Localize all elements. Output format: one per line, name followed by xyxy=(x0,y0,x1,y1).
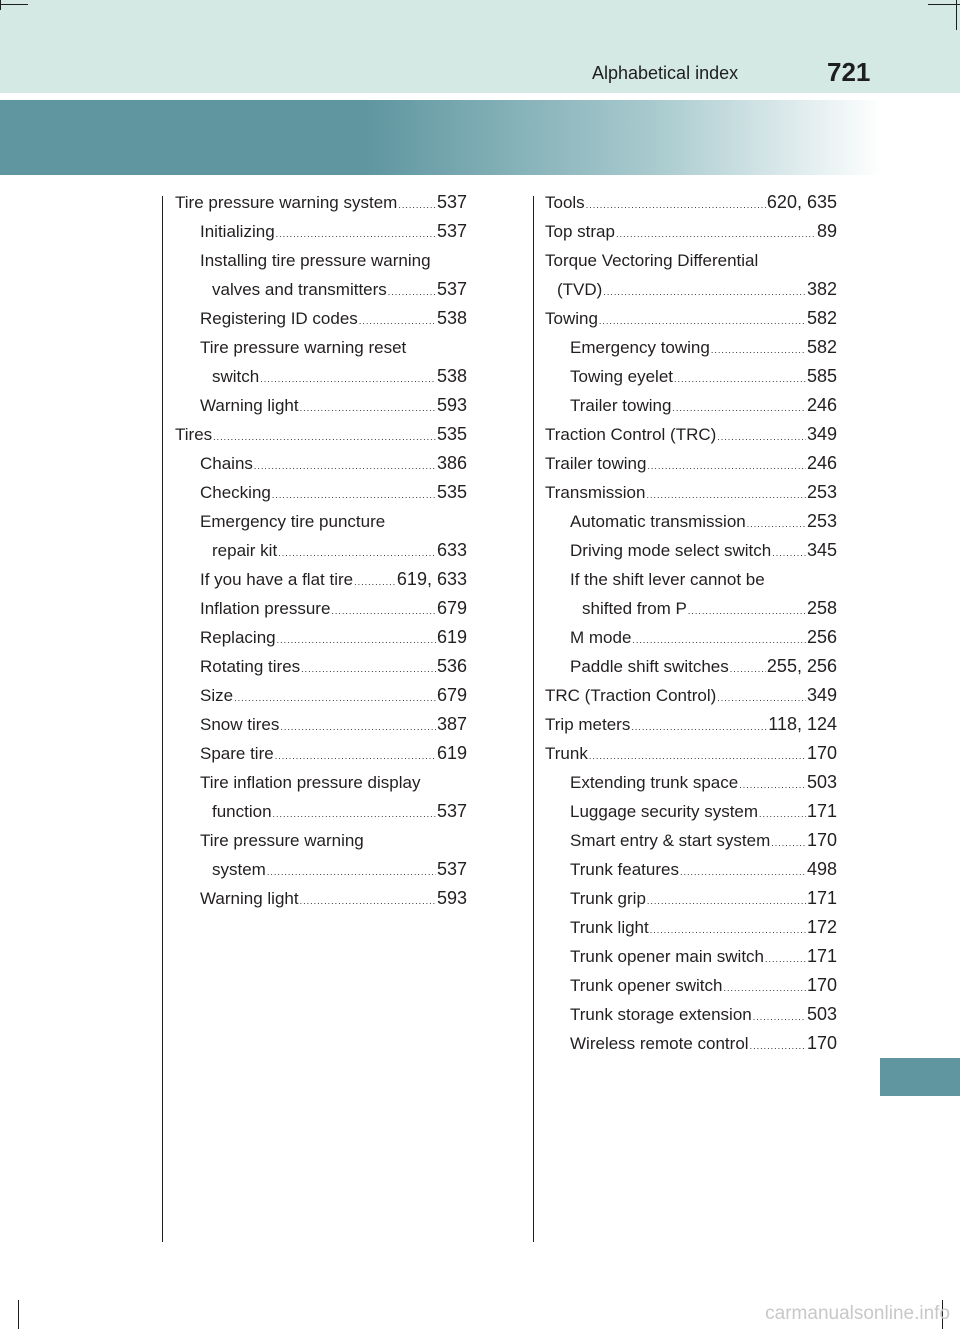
index-entry xyxy=(175,478,467,507)
index-entry-page: 89 xyxy=(816,221,837,241)
index-entry-label: Rotating tires xyxy=(200,657,301,676)
leader-dots xyxy=(730,655,766,684)
index-entry xyxy=(175,797,467,826)
leader-dots xyxy=(589,742,806,771)
leader-dots xyxy=(260,365,436,394)
watermark: carmanualsonline.info xyxy=(765,1303,950,1324)
leader-dots xyxy=(650,916,806,945)
leader-dots xyxy=(388,278,436,307)
leader-dots xyxy=(646,481,806,510)
leader-dots xyxy=(739,771,806,800)
index-entry-label: Registering ID codes xyxy=(200,309,358,328)
index-entry-label: Luggage security system xyxy=(570,802,759,821)
index-entry-label: Traction Control (TRC) xyxy=(545,425,717,444)
leader-dots xyxy=(771,829,806,858)
leader-dots xyxy=(759,800,806,829)
index-entry-label: Towing xyxy=(545,309,598,328)
index-entry xyxy=(175,536,467,565)
index-entry-page: 171 xyxy=(806,946,837,966)
leader-dots xyxy=(717,684,806,713)
index-entry-label: Inflation pressure xyxy=(200,599,331,618)
page-title: Alphabetical index xyxy=(592,63,739,83)
crop-mark-top-left-h xyxy=(0,4,28,5)
index-entry-label: If you have a flat tire xyxy=(200,570,354,589)
index-entry xyxy=(545,623,837,652)
index-entry-label: Trailer towing xyxy=(545,454,647,473)
index-entry-label: Emergency tire puncture xyxy=(200,512,386,531)
index-entry xyxy=(545,594,837,623)
section-tab xyxy=(880,1058,960,1096)
index-entry-page: 679 xyxy=(436,598,467,618)
index-entry-page: 349 xyxy=(806,685,837,705)
index-entry-label: Installing tire pressure warning xyxy=(200,251,431,270)
leader-dots xyxy=(273,800,436,829)
index-entry-page: 170 xyxy=(806,830,837,850)
leader-dots xyxy=(672,394,806,423)
leader-dots xyxy=(398,191,436,220)
index-entry-page: 535 xyxy=(436,482,467,502)
index-entry xyxy=(545,884,837,913)
index-entry xyxy=(175,565,467,594)
index-entry-label: valves and transmitters xyxy=(212,280,387,299)
index-entry-label: system xyxy=(212,860,266,879)
index-entry xyxy=(175,507,467,536)
index-entry xyxy=(545,217,837,246)
index-entry-page: 246 xyxy=(806,395,837,415)
index-entry xyxy=(175,884,467,913)
leader-dots xyxy=(234,684,436,713)
index-entry-label: shifted from P xyxy=(582,599,687,618)
index-entry xyxy=(545,420,837,449)
index-entry-label: Towing eyelet xyxy=(570,367,674,386)
index-entry-label: Chains xyxy=(200,454,253,473)
index-entry-page: 171 xyxy=(806,888,837,908)
index-entry-page: 253 xyxy=(806,511,837,531)
leader-dots xyxy=(753,1003,806,1032)
index-entry-label: Trunk light xyxy=(570,918,649,937)
index-entry-label: Automatic transmission xyxy=(570,512,746,531)
index-entry-page: 172 xyxy=(806,917,837,937)
index-entry-label: repair kit xyxy=(212,541,278,560)
leader-dots xyxy=(599,307,806,336)
index-entry-page: 582 xyxy=(806,308,837,328)
index-entry-page: 535 xyxy=(436,424,467,444)
leader-dots xyxy=(354,568,396,597)
leader-dots xyxy=(647,452,806,481)
index-entry xyxy=(545,942,837,971)
index-entry-label: Top strap xyxy=(545,222,615,241)
index-entry xyxy=(545,681,837,710)
index-entry-page: 382 xyxy=(806,279,837,299)
index-entry-page: 593 xyxy=(436,395,467,415)
index-entry xyxy=(175,652,467,681)
leader-dots xyxy=(603,278,806,307)
index-entry-label: Smart entry & start system xyxy=(570,831,771,850)
index-entry-label: Trip meters xyxy=(545,715,631,734)
index-entry-page: 246 xyxy=(806,453,837,473)
index-entry xyxy=(545,507,837,536)
index-entry-label: Trunk grip xyxy=(570,889,646,908)
leader-dots xyxy=(254,452,436,481)
leader-dots xyxy=(586,191,766,220)
index-entry-label: Transmission xyxy=(545,483,646,502)
index-entry xyxy=(175,420,467,449)
index-entry-label: Emergency towing xyxy=(570,338,710,357)
index-column-left xyxy=(175,188,467,913)
leader-dots xyxy=(301,655,436,684)
leader-dots xyxy=(300,887,436,916)
index-entry xyxy=(175,768,467,797)
index-entry xyxy=(175,826,467,855)
index-entry xyxy=(545,1000,837,1029)
index-entry xyxy=(545,768,837,797)
index-entry-page: 498 xyxy=(806,859,837,879)
index-entry xyxy=(175,681,467,710)
index-entry-page: 537 xyxy=(436,801,467,821)
leader-dots xyxy=(747,510,806,539)
leader-dots xyxy=(300,394,436,423)
index-entry-page: 349 xyxy=(806,424,837,444)
index-entry-label: switch xyxy=(212,367,260,386)
leader-dots xyxy=(688,597,806,626)
index-entry-label: Wireless remote control xyxy=(570,1034,749,1053)
leader-dots xyxy=(717,423,806,452)
leader-dots xyxy=(280,713,436,742)
index-entry-page: 170 xyxy=(806,975,837,995)
index-entry xyxy=(175,333,467,362)
header-band xyxy=(0,0,960,93)
index-entry-page: 503 xyxy=(806,772,837,792)
index-entry-page: 258 xyxy=(806,598,837,618)
page-number: 721 xyxy=(827,57,871,87)
index-entry xyxy=(545,275,837,304)
leader-dots xyxy=(272,481,436,510)
index-entry-page: 537 xyxy=(436,192,467,212)
index-entry xyxy=(545,362,837,391)
leader-dots xyxy=(680,858,806,887)
index-entry-label: Snow tires xyxy=(200,715,280,734)
index-entry-label: (TVD) xyxy=(557,280,603,299)
leader-dots xyxy=(616,220,816,249)
index-entry xyxy=(545,188,837,217)
leader-dots xyxy=(723,974,806,1003)
index-entry xyxy=(545,913,837,942)
index-entry xyxy=(545,246,837,275)
index-entry xyxy=(545,826,837,855)
index-entry-label: Tools xyxy=(545,193,585,212)
index-entry xyxy=(545,855,837,884)
index-entry-label: Warning light xyxy=(200,889,299,908)
index-entry-label: function xyxy=(212,802,272,821)
index-entry xyxy=(545,536,837,565)
index-entry-label: Tires xyxy=(175,425,213,444)
index-entry-page: 345 xyxy=(806,540,837,560)
index-entry xyxy=(175,391,467,420)
index-entry-label: Spare tire xyxy=(200,744,274,763)
index-entry-label: Trunk xyxy=(545,744,588,763)
index-entry-label: Torque Vectoring Differential xyxy=(545,251,759,270)
index-entry-label: TRC (Traction Control) xyxy=(545,686,717,705)
leader-dots xyxy=(631,713,767,742)
index-entry-label: Warning light xyxy=(200,396,299,415)
index-entry-label: Extending trunk space xyxy=(570,773,739,792)
leader-dots xyxy=(647,887,806,916)
index-column-right xyxy=(545,188,837,1058)
index-entry-page: 619 xyxy=(436,743,467,763)
index-entry-page: 593 xyxy=(436,888,467,908)
index-entry xyxy=(545,652,837,681)
index-entry xyxy=(175,710,467,739)
leader-dots xyxy=(359,307,436,336)
index-entry-page: 537 xyxy=(436,279,467,299)
index-entry-page: 585 xyxy=(806,366,837,386)
index-entry-page: 256 xyxy=(806,627,837,647)
index-entry xyxy=(175,855,467,884)
index-entry xyxy=(545,449,837,478)
index-entry-label: Trunk features xyxy=(570,860,679,879)
index-entry xyxy=(545,1029,837,1058)
leader-dots xyxy=(711,336,806,365)
index-entry-page: 620, 635 xyxy=(766,192,837,212)
index-entry xyxy=(545,710,837,739)
index-entry-label: Tire pressure warning xyxy=(200,831,364,850)
index-entry-label: If the shift lever cannot be xyxy=(570,570,765,589)
column-divider-middle xyxy=(533,196,534,1242)
leader-dots xyxy=(331,597,436,626)
index-entry-page: 536 xyxy=(436,656,467,676)
leader-dots xyxy=(275,742,436,771)
index-entry xyxy=(175,188,467,217)
index-entry-label: Tire pressure warning reset xyxy=(200,338,407,357)
index-entry-page: 538 xyxy=(436,308,467,328)
index-entry-page: 386 xyxy=(436,453,467,473)
leader-dots xyxy=(267,858,436,887)
index-entry xyxy=(545,304,837,333)
index-entry-page: 582 xyxy=(806,337,837,357)
index-entry-page: 171 xyxy=(806,801,837,821)
leader-dots xyxy=(772,539,806,568)
index-entry-page: 170 xyxy=(806,1033,837,1053)
index-entry-page: 538 xyxy=(436,366,467,386)
index-entry xyxy=(175,739,467,768)
index-entry-page: 503 xyxy=(806,1004,837,1024)
index-entry-page: 118, 124 xyxy=(768,714,837,734)
index-entry-label: Trailer towing xyxy=(570,396,672,415)
index-entry xyxy=(545,333,837,362)
leader-dots xyxy=(765,945,806,974)
index-entry xyxy=(175,304,467,333)
index-entry-label: Trunk opener main switch xyxy=(570,947,765,966)
index-entry-page: 619 xyxy=(436,627,467,647)
index-entry xyxy=(545,478,837,507)
index-entry-page: 633 xyxy=(436,540,467,560)
index-entry xyxy=(175,594,467,623)
index-entry-label: Driving mode select switch xyxy=(570,541,772,560)
index-entry-label: Trunk storage extension xyxy=(570,1005,752,1024)
index-entry xyxy=(545,565,837,594)
index-entry-label: Tire inflation pressure display xyxy=(200,773,421,792)
index-entry-label: Tire pressure warning system xyxy=(175,193,398,212)
index-entry-page: 537 xyxy=(436,859,467,879)
leader-dots xyxy=(750,1032,806,1061)
index-entry xyxy=(175,362,467,391)
index-entry-page: 387 xyxy=(436,714,467,734)
crop-mark-top-right-h xyxy=(928,4,960,5)
index-entry-page: 255, 256 xyxy=(766,656,837,676)
index-entry-page: 619, 633 xyxy=(396,569,467,589)
index-entry-label: Initializing xyxy=(200,222,275,241)
header-gradient-band xyxy=(0,100,960,175)
leader-dots xyxy=(277,626,436,655)
index-entry-label: Replacing xyxy=(200,628,276,647)
index-entry xyxy=(175,449,467,478)
index-entry xyxy=(175,275,467,304)
index-entry xyxy=(175,217,467,246)
index-entry xyxy=(175,623,467,652)
index-entry xyxy=(175,246,467,275)
index-entry xyxy=(545,739,837,768)
column-divider-left xyxy=(162,196,163,1242)
index-entry-page: 253 xyxy=(806,482,837,502)
index-entry-page: 679 xyxy=(436,685,467,705)
leader-dots xyxy=(276,220,436,249)
leader-dots xyxy=(278,539,436,568)
crop-mark-top-left xyxy=(0,0,1,10)
index-entry-label: Paddle shift switches xyxy=(570,657,729,676)
leader-dots xyxy=(674,365,806,394)
index-entry-page: 170 xyxy=(806,743,837,763)
index-entry-label: Size xyxy=(200,686,234,705)
index-entry-page: 537 xyxy=(436,221,467,241)
index-entry xyxy=(545,797,837,826)
index-entry-label: M mode xyxy=(570,628,632,647)
index-entry xyxy=(545,391,837,420)
leader-dots xyxy=(213,423,436,452)
leader-dots xyxy=(632,626,806,655)
crop-mark-bottom-left xyxy=(18,1300,19,1329)
index-entry-label: Checking xyxy=(200,483,271,502)
index-entry-label: Trunk opener switch xyxy=(570,976,723,995)
index-entry xyxy=(545,971,837,1000)
